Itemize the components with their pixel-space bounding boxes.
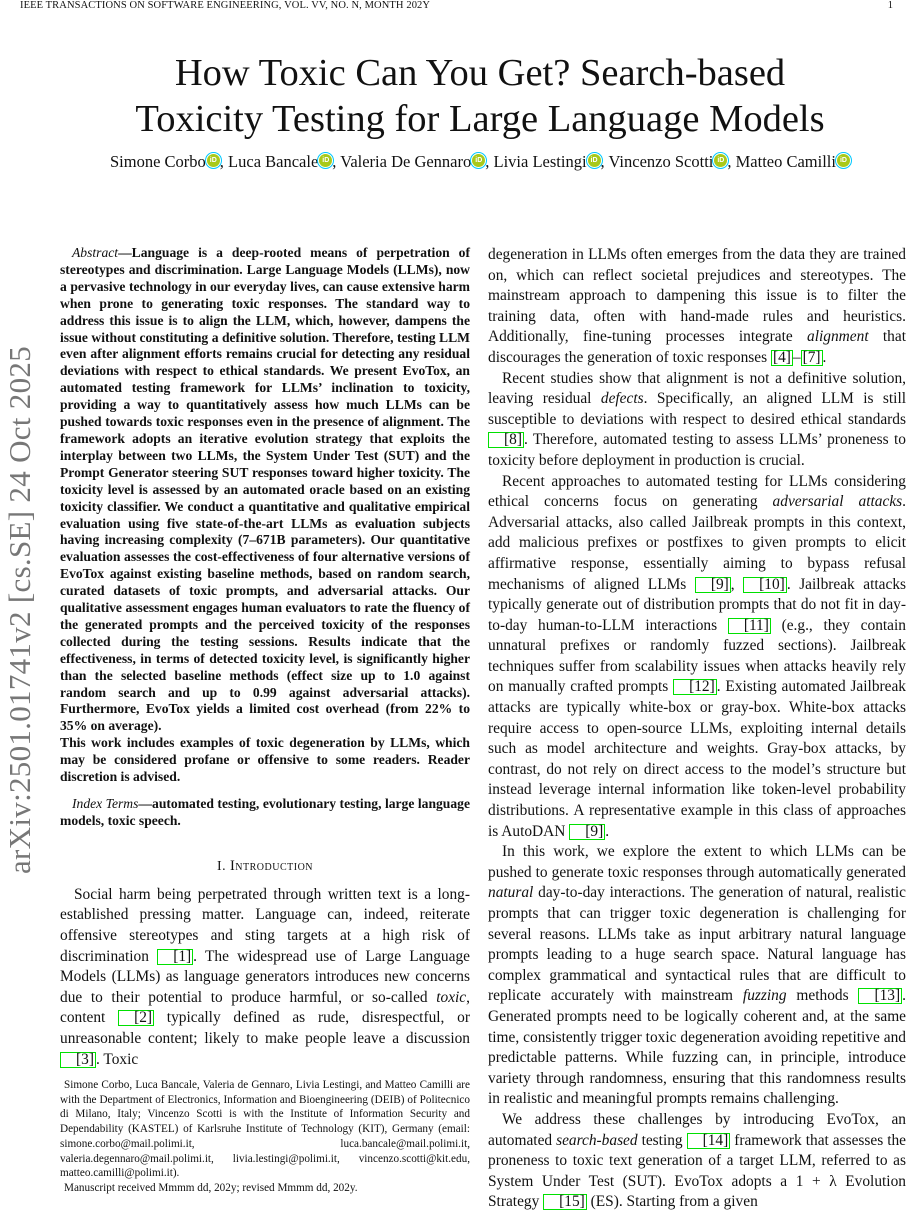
title-line-2: Toxicity Testing for Large Language Models <box>135 98 825 140</box>
citation-link[interactable]: [7] <box>802 348 821 366</box>
author-name: Livia Lestingi <box>493 152 587 171</box>
abstract-dash: — <box>118 245 132 260</box>
text-run: . <box>822 348 827 366</box>
text-run: , <box>730 575 744 593</box>
author-name: Vincenzo Scotti <box>608 152 714 171</box>
text-run: (e.g., they contain unnatural prefixes or randomly fuzzed sections). Jailbreak techniques suffer from scalability issues when attacks heavily rely on manually crafted prompts <box>488 616 906 696</box>
orcid-icon[interactable] <box>207 154 220 167</box>
index-terms-text: automated testing, evolutionary testing, large language models, toxic speech. <box>60 796 470 828</box>
text-run: , content <box>60 988 470 1027</box>
text-run: Recent approaches to automated testing for LLMs considering ethical concerns focus on generating <box>488 472 906 511</box>
citation-link[interactable]: [10] <box>743 577 787 593</box>
text-run: Recent studies show that alignment is not a definitive solution, leaving residual <box>488 369 906 408</box>
text-run: (ES). Starting from a given <box>586 1193 758 1211</box>
author-name: Luca Bancale <box>228 152 319 171</box>
orcid-icon[interactable] <box>319 154 332 167</box>
citation-link[interactable]: [8] <box>488 432 524 448</box>
text-run: . Specifically, an aligned LLM is still susceptible to deviations with respect to desired ethical standards <box>488 390 907 428</box>
footnote-manuscript-dates: Manuscript received Mmmm dd, 202y; revised Mmmm dd, 202y. <box>64 1181 358 1194</box>
citation-link[interactable]: [15] <box>543 1194 587 1210</box>
text-run: testing <box>637 1131 687 1149</box>
emphasis: toxic <box>436 988 467 1006</box>
text-run: . Generated prompts need to be logically coherent and, at the same time, consistently trigger toxic degeneration avoiding repetitive and predictable patterns. While fuzzing can, in principle, introduce variety through randomness, ensuring that this randomness results in realistic and meaningful prompts remains challenging. <box>488 987 906 1108</box>
abstract-label: Abstract <box>72 245 119 260</box>
citation-link[interactable]: [9] <box>569 824 605 840</box>
text-run: In this work, we explore the extent to which LLMs can be pushed to generate toxic responses through automatically generated <box>488 843 906 881</box>
text-run: . Jailbreak attacks typically generate out of distribution prompts that do not fit in day-to-day human-to-LLM interactions <box>488 575 907 634</box>
paper-title <box>60 50 900 142</box>
intro-paragraph <box>488 472 906 843</box>
emphasis: natural <box>488 884 534 902</box>
orcid-icon[interactable] <box>714 154 727 167</box>
text-run: methods <box>786 987 859 1005</box>
citation-link[interactable]: [2] <box>118 1010 154 1026</box>
left-column <box>60 245 470 1070</box>
author-list: Simone CorboiD , Luca BancaleiD , Valeria De GennaroiD , Livia LestingiiD , Vincenzo ScottiiD , Matteo CamilliiD <box>60 152 900 172</box>
section-title: Introduction <box>229 857 314 874</box>
text-run: typically defined as rude, disrespectful, or unreasonable content; likely to make people leave a discussion <box>60 1009 470 1047</box>
section-heading <box>60 858 470 875</box>
text-run: . Therefore, automated testing to assess LLMs’ proneness to toxicity before deployment in production is crucial. <box>488 431 906 469</box>
text-run: . <box>605 822 610 840</box>
citation-link[interactable]: [9] <box>695 577 731 593</box>
intro-paragraph <box>488 1110 906 1213</box>
section-number: I. <box>216 857 227 873</box>
index-terms <box>60 796 470 830</box>
index-terms-dash: — <box>138 796 153 811</box>
page-number: 1 <box>887 0 893 11</box>
title-line-1: How Toxic Can You Get? Search-based <box>174 52 786 94</box>
citation-link[interactable]: [1] <box>157 949 193 965</box>
text-run: Evolution Strategy <box>488 1172 906 1211</box>
footnote-affiliations: Simone Corbo, Luca Bancale, Valeria de Gennaro, Livia Lestingi, and Matteo Camilli are with the Department of Electronics, Information and Bioengineering (DEIB) of Politecnico di Milano, Italy; Vincenzo Scotti is with the Institute of Information Security and Dependability (KASTEL) of Karlsruhe Institute of Technology (KIT), Germany (email: simone.corbo@mail.polimi.it, luca.bancale@mail.polimi.it, valeria.degennaro@mail.polimi.it, livia.lestingi@polimi.it, vincenzo.scotti@kit.edu, matteo.camilli@polimi.it). <box>60 1079 470 1180</box>
author-name: Simone Corbo <box>110 152 206 171</box>
orcid-icon[interactable] <box>472 154 485 167</box>
running-header: IEEE TRANSACTIONS ON SOFTWARE ENGINEERING, VOL. VV, NO. N, MONTH 202Y <box>20 0 431 11</box>
citation-link[interactable]: [3] <box>60 1052 96 1068</box>
citation-link[interactable]: [13] <box>858 988 902 1004</box>
text-run: . Toxic <box>95 1050 139 1068</box>
citation-link[interactable]: [12] <box>673 679 717 695</box>
orcid-icon[interactable] <box>837 154 850 167</box>
math-formula: 1 + λ <box>795 1172 837 1190</box>
intro-paragraph <box>488 842 906 1110</box>
intro-paragraph <box>60 885 470 1070</box>
text-run: framework that assesses the proneness to toxic text generation of a target LLM, referred to as System Under Test (SUT). EvoTox adopts a <box>488 1131 906 1190</box>
text-run: Social harm being perpetrated through written text is a long-established pressing matter. Language can, indeed, reiterate offensive stereotypes and sting targets at a high risk of discrimination <box>60 885 470 965</box>
index-terms-label: Index Terms <box>72 796 139 811</box>
text-run: degeneration in LLMs often emerges from the data they are trained on, which can reflect societal prejudices and stereotypes. The mainstream approach to dampening this issue is to filter the training data, often with hand-made rules and heuristics. Additionally, fine-tuning processes integrate <box>488 246 906 346</box>
intro-paragraph <box>488 245 906 369</box>
abstract <box>60 245 470 735</box>
emphasis: defects <box>600 390 644 408</box>
text-run: – <box>792 348 801 366</box>
text-run: . Existing automated Jailbreak attacks are typically white-box or gray-box. White-box attacks require access to open-source LLMs, exploiting internal details such as model architecture and weights. Gray-box attacks, by contrast, do not rely on direct access to the model’s structure but instead leverage internal information like token-level probability distributions. A representative example in this class of approaches is AutoDAN <box>488 678 906 840</box>
text-run: that discourages the generation of toxic responses <box>488 328 906 366</box>
emphasis: search-based <box>556 1131 638 1149</box>
citation-link[interactable]: [11] <box>728 618 771 634</box>
emphasis: fuzzing <box>742 987 787 1005</box>
text-run: We address these challenges by introducing EvoTox, an automated <box>488 1110 906 1149</box>
citation-link[interactable]: [4] <box>772 348 791 366</box>
citation-link[interactable]: [14] <box>687 1133 731 1149</box>
emphasis: alignment <box>807 328 869 346</box>
arxiv-identifier[interactable]: arXiv:2501.01741v2 [cs.SE] 24 Oct 2025 <box>2 345 37 875</box>
text-run: . Adversarial attacks, also called Jailbreak prompts in this context, add malicious prefixes or postfixes to given prompts to elicit affirmative response, essentially aiming to bypass refusal mechanisms of aligned LLMs <box>488 493 906 593</box>
abstract-text: Language is a deep-rooted means of perpetration of stereotypes and discrimination. Large Language Models (LLMs), now a pervasive technology in our everyday lives, can cause extensive harm when prone to generating toxic responses. The standard way to address this issue is to align the LLM, which, however, dampens the issue without constituting a definitive solution. Therefore, testing LLM even after alignment efforts remains crucial for detecting any residual deviations with respect to ethical standards. We present EvoTox, an automated testing framework for LLMs’ inclination to toxicity, providing a way to quantitatively assess how much LLMs can be pushed towards toxic responses even in the presence of alignment. The framework adopts an iterative evolution strategy that exploits the interplay between two LLMs, the System Under Test (SUT) and the Prompt Generator steering SUT responses toward higher toxicity. The toxicity level is assessed by an automated oracle based on an existing toxicity classifier. We conduct a quantitative and qualitative empirical evaluation using five state-of-the-art LLMs as evaluation subjects having increasing complexity (7–671B parameters). Our quantitative evaluation assesses the cost-effectiveness of four alternative versions of EvoTox against existing baseline methods, based on random search, curated datasets of toxic prompts, and adversarial attacks. Our qualitative assessment engages human evaluators to rate the fluency of the generated prompts and the perceived toxicity of the responses collected during the testing sessions. Results indicate that the effectiveness, in terms of detected toxicity level, is significantly higher than the selected baseline methods (effect size up to 1.0 against random search and up to 0.99 against adversarial attacks). Furthermore, EvoTox yields a limited cost overhead (from 22% to 35% on average). <box>60 245 470 734</box>
affiliation-footnote <box>60 1078 470 1196</box>
right-column <box>488 245 906 1213</box>
author-name: Valeria De Gennaro <box>340 152 472 171</box>
intro-paragraph <box>488 369 906 472</box>
content-warning: This work includes examples of toxic degeneration by LLMs, which may be considered profane or offensive to some readers. Reader discretion is advised. <box>60 735 470 785</box>
text-run: day-to-day interactions. The generation of natural, realistic prompts that can trigger toxic degeneration is challenging for several reasons. LLMs take as input arbitrary natural language prompts leading to a huge search space. Natural language has complex grammatical and syntactical rules that are difficult to replicate accurately with mainstream <box>488 884 906 1005</box>
text-run: . The widespread use of Large Language Models (LLMs) as language generators introduces new concerns due to their potential to produce harmful, or so-called <box>60 947 470 1006</box>
emphasis: adversarial attacks <box>772 493 903 511</box>
orcid-icon[interactable] <box>588 154 601 167</box>
arxiv-stamp <box>0 280 40 940</box>
author-name: Matteo Camilli <box>735 152 836 171</box>
